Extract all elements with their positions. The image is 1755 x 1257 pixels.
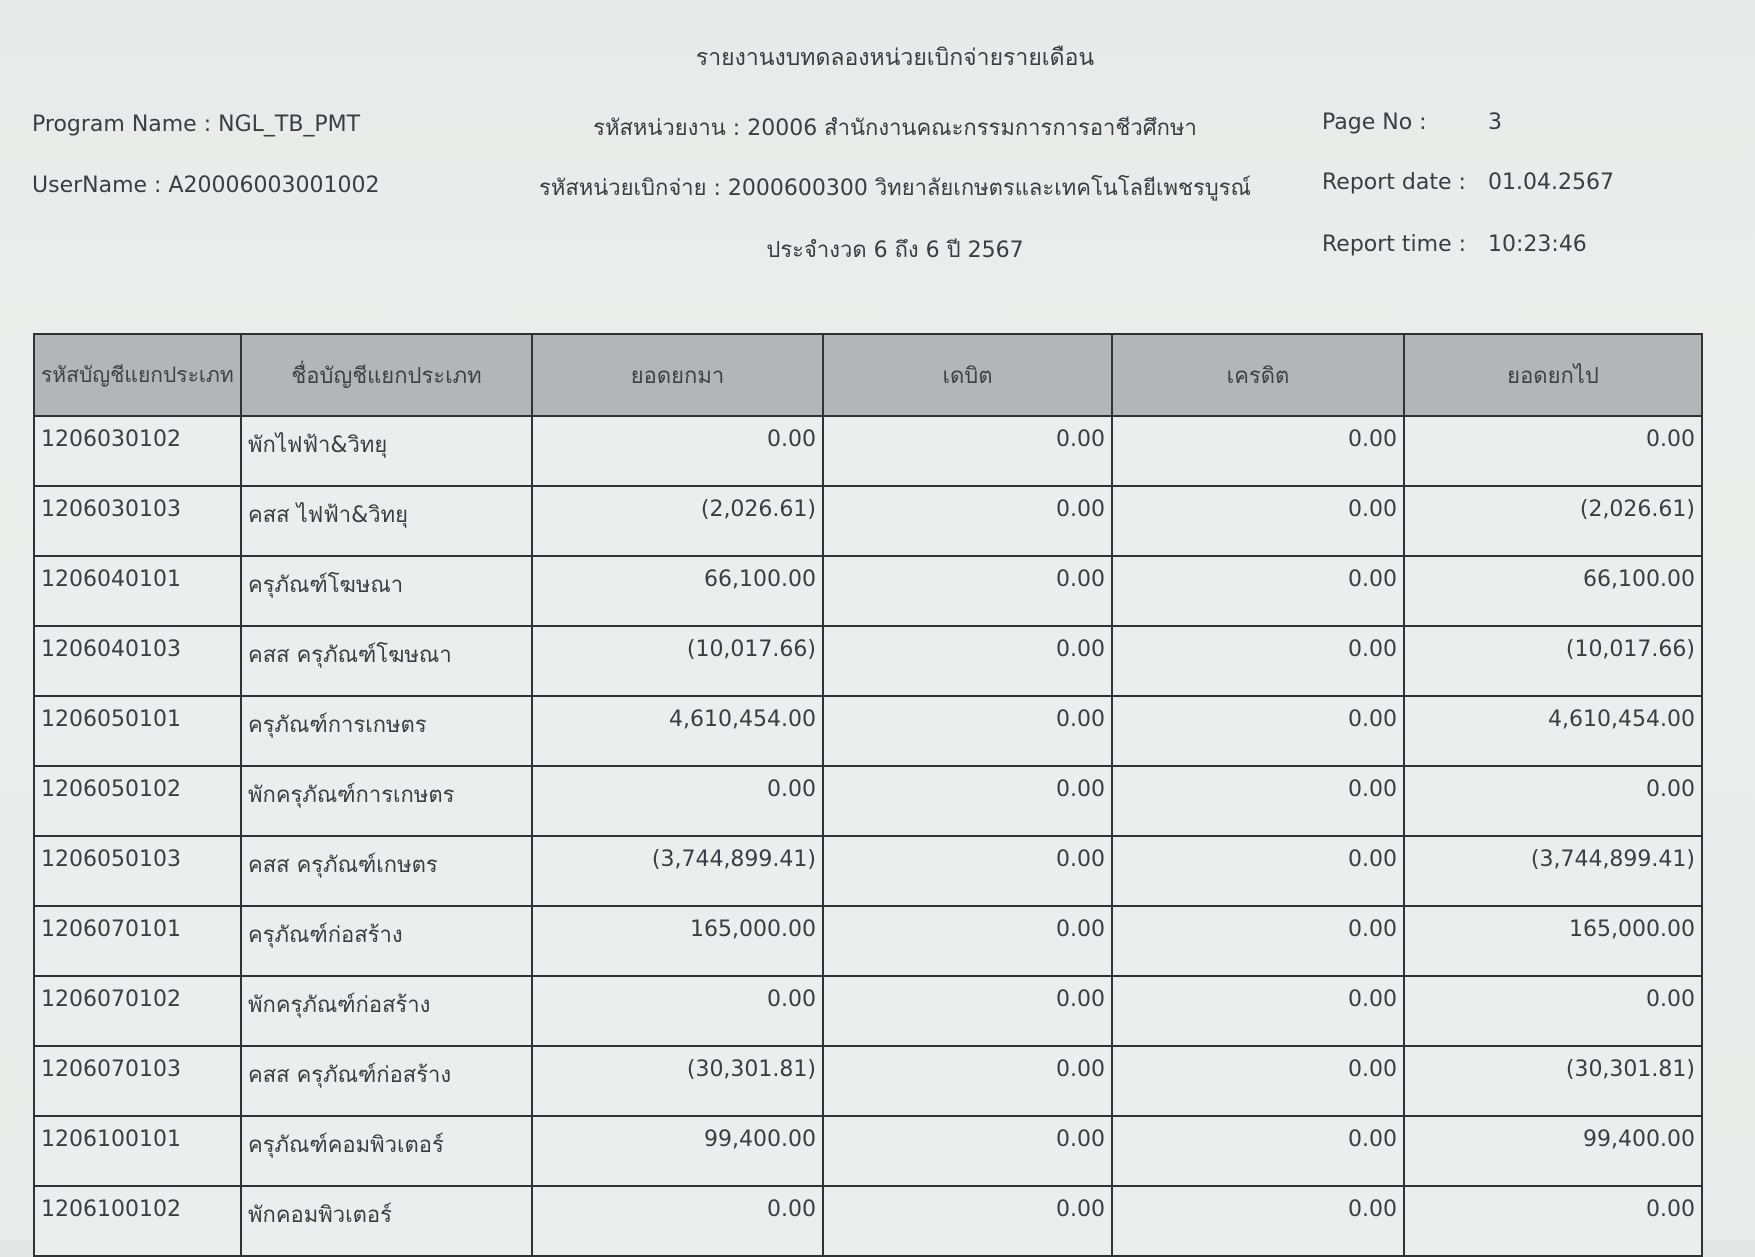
brought-forward-cell: 0.00: [532, 1186, 823, 1256]
carried-forward-cell: 66,100.00: [1404, 556, 1702, 626]
credit-cell: 0.00: [1112, 906, 1404, 976]
account-code-cell: 1206070101: [34, 906, 241, 976]
account-name-cell: คสส ครุภัณฑ์เกษตร: [241, 836, 532, 906]
account-code-cell: 1206040101: [34, 556, 241, 626]
debit-cell: 0.00: [823, 1186, 1112, 1256]
brought-forward-cell: 0.00: [532, 416, 823, 486]
account-name-cell: พักคอมพิวเตอร์: [241, 1186, 532, 1256]
credit-cell: 0.00: [1112, 1186, 1404, 1256]
brought-forward-cell: (10,017.66): [532, 626, 823, 696]
header-brought-forward: ยอดยกมา: [532, 334, 823, 416]
carried-forward-cell: (10,017.66): [1404, 626, 1702, 696]
table-row: [34, 486, 1702, 556]
account-name-cell: พักไฟฟ้า&วิทยุ: [241, 416, 532, 486]
credit-cell: 0.00: [1112, 696, 1404, 766]
header-account-code: รหัสบัญชีแยกประเภท: [34, 334, 241, 416]
carried-forward-cell: 4,610,454.00: [1404, 696, 1702, 766]
carried-forward-cell: (30,301.81): [1404, 1046, 1702, 1116]
account-name-cell: ครุภัณฑ์ก่อสร้าง: [241, 906, 532, 976]
brought-forward-cell: (30,301.81): [532, 1046, 823, 1116]
debit-cell: 0.00: [823, 1116, 1112, 1186]
carried-forward-cell: (3,744,899.41): [1404, 836, 1702, 906]
credit-cell: 0.00: [1112, 1116, 1404, 1186]
account-code-cell: 1206050101: [34, 696, 241, 766]
report-title: รายงานงบทดลองหน่วยเบิกจ่ายรายเดือน: [695, 45, 1095, 71]
period-line: ประจำงวด 6 ถึง 6 ปี 2567: [766, 238, 1024, 263]
credit-cell: 0.00: [1112, 416, 1404, 486]
account-name-cell: พักครุภัณฑ์ก่อสร้าง: [241, 976, 532, 1046]
carried-forward-cell: (2,026.61): [1404, 486, 1702, 556]
debit-cell: 0.00: [823, 1046, 1112, 1116]
account-name-cell: ครุภัณฑ์คอมพิวเตอร์: [241, 1116, 532, 1186]
brought-forward-cell: (3,744,899.41): [532, 836, 823, 906]
account-code-cell: 1206100101: [34, 1116, 241, 1186]
debit-cell: 0.00: [823, 486, 1112, 556]
account-code-cell: 1206070103: [34, 1046, 241, 1116]
brought-forward-cell: (2,026.61): [532, 486, 823, 556]
credit-cell: 0.00: [1112, 486, 1404, 556]
debit-cell: 0.00: [823, 556, 1112, 626]
account-name-cell: ครุภัณฑ์โฆษณา: [241, 556, 532, 626]
account-name-cell: คสส ครุภัณฑ์ก่อสร้าง: [241, 1046, 532, 1116]
trial-balance-table: [33, 333, 1703, 1257]
credit-cell: 0.00: [1112, 626, 1404, 696]
header-credit: เครดิต: [1112, 334, 1404, 416]
carried-forward-cell: 165,000.00: [1404, 906, 1702, 976]
account-name-cell: คสส ครุภัณฑ์โฆษณา: [241, 626, 532, 696]
table-row: [34, 696, 1702, 766]
debit-cell: 0.00: [823, 976, 1112, 1046]
carried-forward-cell: 0.00: [1404, 1186, 1702, 1256]
brought-forward-cell: 99,400.00: [532, 1116, 823, 1186]
table-row: [34, 1116, 1702, 1186]
brought-forward-cell: 4,610,454.00: [532, 696, 823, 766]
table-row: [34, 626, 1702, 696]
account-code-cell: 1206030103: [34, 486, 241, 556]
credit-cell: 0.00: [1112, 766, 1404, 836]
brought-forward-cell: 0.00: [532, 976, 823, 1046]
carried-forward-cell: 0.00: [1404, 416, 1702, 486]
debit-cell: 0.00: [823, 696, 1112, 766]
page-no-label: Page No :: [1322, 110, 1427, 135]
credit-cell: 0.00: [1112, 976, 1404, 1046]
disbursing-unit-line: รหัสหน่วยเบิกจ่าย : 2000600300 วิทยาลัยเกษตรและเทคโนโลยีเพชรบูรณ์: [539, 176, 1251, 201]
debit-cell: 0.00: [823, 836, 1112, 906]
program-name: Program Name : NGL_TB_PMT: [32, 112, 361, 137]
carried-forward-cell: 0.00: [1404, 976, 1702, 1046]
account-code-cell: 1206030102: [34, 416, 241, 486]
report-time-value: 10:23:46: [1488, 232, 1587, 257]
credit-cell: 0.00: [1112, 1046, 1404, 1116]
debit-cell: 0.00: [823, 626, 1112, 696]
account-name-cell: คสส ไฟฟ้า&วิทยุ: [241, 486, 532, 556]
user-name: UserName : A20006003001002: [32, 173, 380, 198]
brought-forward-cell: 0.00: [532, 766, 823, 836]
table-body: [34, 416, 1702, 1256]
page-no-value: 3: [1488, 110, 1502, 135]
account-code-cell: 1206050102: [34, 766, 241, 836]
table-row: [34, 906, 1702, 976]
table-row: [34, 416, 1702, 486]
report-time-label: Report time :: [1322, 232, 1467, 257]
account-code-cell: 1206070102: [34, 976, 241, 1046]
header-carried-forward: ยอดยกไป: [1404, 334, 1702, 416]
brought-forward-cell: 165,000.00: [532, 906, 823, 976]
table-row: [34, 836, 1702, 906]
table-row: [34, 766, 1702, 836]
credit-cell: 0.00: [1112, 836, 1404, 906]
account-name-cell: ครุภัณฑ์การเกษตร: [241, 696, 532, 766]
agency-line: รหัสหน่วยงาน : 20006 สำนักงานคณะกรรมการการอาชีวศึกษา: [593, 116, 1197, 141]
credit-cell: 0.00: [1112, 556, 1404, 626]
table-row: [34, 556, 1702, 626]
header-account-name: ชื่อบัญชีแยกประเภท: [241, 334, 532, 416]
debit-cell: 0.00: [823, 416, 1112, 486]
brought-forward-cell: 66,100.00: [532, 556, 823, 626]
account-code-cell: 1206100102: [34, 1186, 241, 1256]
account-name-cell: พักครุภัณฑ์การเกษตร: [241, 766, 532, 836]
account-code-cell: 1206040103: [34, 626, 241, 696]
table-row: [34, 976, 1702, 1046]
table-header-row: [34, 334, 1702, 416]
carried-forward-cell: 99,400.00: [1404, 1116, 1702, 1186]
carried-forward-cell: 0.00: [1404, 766, 1702, 836]
table-row: [34, 1046, 1702, 1116]
table-row: [34, 1186, 1702, 1256]
report-date-value: 01.04.2567: [1488, 170, 1614, 195]
header-debit: เดบิต: [823, 334, 1112, 416]
debit-cell: 0.00: [823, 906, 1112, 976]
report-date-label: Report date :: [1322, 170, 1466, 195]
account-code-cell: 1206050103: [34, 836, 241, 906]
debit-cell: 0.00: [823, 766, 1112, 836]
